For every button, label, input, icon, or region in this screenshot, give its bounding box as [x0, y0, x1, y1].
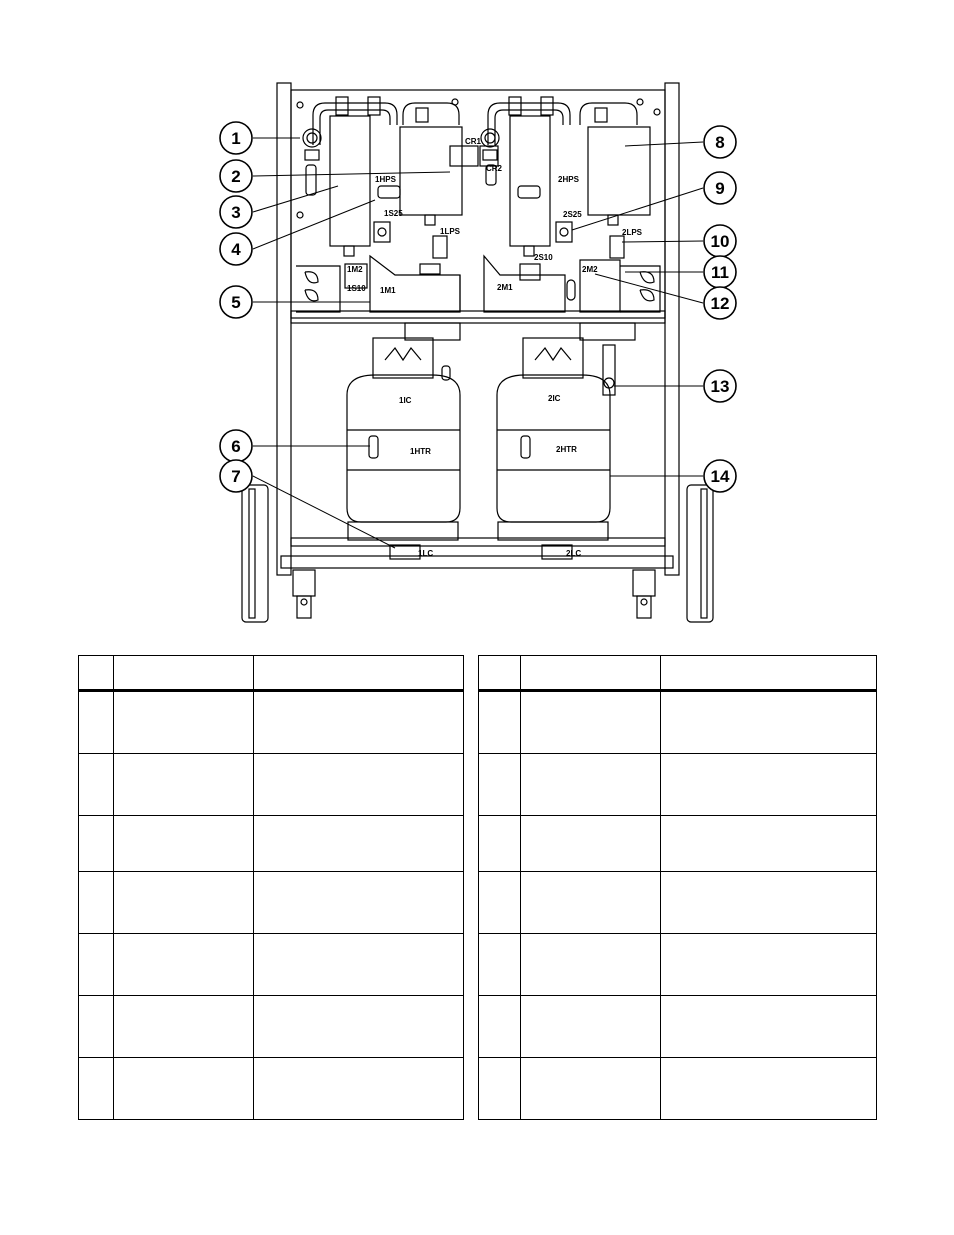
label-1m2: 1M2 [347, 265, 363, 274]
right-frame-post [665, 83, 679, 575]
label-1hps: 1HPS [375, 175, 396, 184]
left-frame-post [277, 83, 291, 575]
solenoid-2s25 [556, 222, 572, 242]
table-row [79, 996, 464, 1058]
table-row [79, 816, 464, 872]
table-row [79, 872, 464, 934]
left-sight-glass [303, 129, 321, 147]
table-header-row [479, 656, 877, 691]
left-cylinder-handle [373, 338, 433, 378]
callout-4: 4 [231, 240, 241, 259]
callout-9: 9 [715, 179, 725, 198]
right-sight-glass [481, 129, 499, 147]
label-2ic: 2IC [548, 394, 561, 403]
switch-2lps [610, 236, 624, 258]
label-1ic: 1IC [399, 396, 412, 405]
callout-11: 11 [711, 263, 729, 282]
callout-14: 14 [710, 467, 730, 486]
label-1s10: 1S10 [347, 284, 366, 293]
callout-1: 1 [231, 129, 241, 148]
table-row [479, 691, 877, 754]
callout-3: 3 [231, 203, 241, 222]
table-row [479, 816, 877, 872]
table-row [79, 691, 464, 754]
right-cylinder-handle [523, 338, 583, 378]
callout-7: 7 [231, 467, 241, 486]
label-1lc: 1LC [418, 549, 434, 558]
table-row [79, 1058, 464, 1120]
label-2lc: 2LC [566, 549, 582, 558]
label-2lps: 2LPS [622, 228, 643, 237]
label-1s25: 1S25 [384, 209, 403, 218]
switch-1lps [433, 236, 447, 258]
callout-8: 8 [715, 133, 725, 152]
relay-cr1 [450, 146, 478, 166]
base-rail [281, 556, 673, 568]
callout-6: 6 [231, 437, 241, 456]
label-2s10: 2S10 [534, 253, 553, 262]
table-row [479, 872, 877, 934]
callout-10: 10 [710, 232, 730, 251]
label-2m1: 2M1 [497, 283, 513, 292]
label-1htr: 1HTR [410, 447, 431, 456]
callout-13: 13 [710, 377, 730, 396]
table-row [79, 934, 464, 996]
label-cr2: CR2 [486, 164, 503, 173]
right-wheel [687, 485, 713, 622]
callout-12: 12 [710, 294, 730, 313]
label-1m1: 1M1 [380, 286, 396, 295]
table-row [479, 934, 877, 996]
right-caster [633, 570, 655, 596]
label-1lps: 1LPS [440, 227, 461, 236]
right-receiver [510, 116, 550, 246]
right-filter-drier [588, 127, 650, 215]
left-filter-drier [400, 127, 462, 215]
label-2hps: 2HPS [558, 175, 579, 184]
bottom-base [291, 538, 665, 546]
parts-table-right [478, 655, 877, 1120]
table-row [479, 754, 877, 816]
left-compressor [370, 256, 460, 312]
parts-table-left [78, 655, 464, 1120]
table-row [479, 996, 877, 1058]
left-receiver [330, 116, 370, 246]
table-row [79, 754, 464, 816]
mid-shelf [291, 311, 665, 323]
label-cr1: CR1 [465, 137, 482, 146]
left-caster [293, 570, 315, 596]
solenoid-1s25 [374, 222, 390, 242]
callout-2: 2 [231, 167, 241, 186]
label-2m2: 2M2 [582, 265, 598, 274]
callout-5: 5 [231, 293, 241, 312]
label-2htr: 2HTR [556, 445, 577, 454]
table-row [479, 1058, 877, 1120]
table-header-row [79, 656, 464, 691]
label-2s25: 2S25 [563, 210, 582, 219]
